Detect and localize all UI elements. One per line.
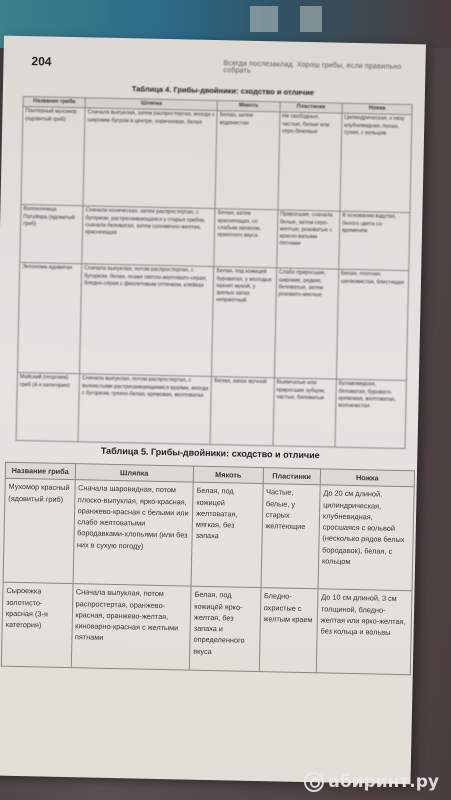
table-cell: Пантерный мухомор (ядовитый гриб) [21,107,85,206]
table-cell: Приросшие, сначала белые, затем серо-желтые, розоватые с красно-ватыми пятнами [276,210,339,269]
table-header-cell: Шляпка [75,464,194,483]
table5 [1,462,415,676]
table-row [1,582,412,675]
table-cell: Белая, плотная, шелковистая, блестящая [336,269,408,380]
watermark [304,772,439,792]
table-cell: Белая, запах мучной [211,377,275,446]
table-cell: Энтолома ядовитая [17,263,82,374]
table-header-cell: Пластинки [263,468,321,485]
running-head: Всегда послезаклад. Хорош грибы, если правильно собрать [223,60,402,75]
table-row [3,479,414,592]
table-cell: Сначала коническая, затем распростертая, с бугорком, растрескивающаяся у старых грибов, сначала беловатая, затем соломенно-желтая, краснеющая [82,206,215,267]
table-header-cell: Название гриба [23,96,85,108]
table-cell: Сыроежка золотисто-красная (3-я категория) [1,582,72,667]
table-cell: Волоконница Патуйяра (ядовитый гриб) [20,205,83,264]
table-cell: Майский (георгиев) гриб (4-я категория) [16,373,80,442]
table-cell: Булавовидная, беловатая, буровато-кремовая, желтоватая, волокнистая [335,379,406,448]
table-cell: Белая, под кожицей желтоватая, мягкая, без запаха [191,482,263,587]
table-header-cell: Шляпка [85,98,217,111]
table-cell: Сначала выпуклая, потом распростертая, с бугорком, белая, позже светло-желтовато-серая, бледно-серая с фиолетовым оттенком, клейкая [80,264,215,377]
table-cell: Белая, затем водянистая [215,111,279,210]
table-cell: Слабо приросшие, широкие, редкие, беловатые, затем розовато-мясные [274,268,339,379]
background-object [250,6,278,32]
table-row [20,205,410,271]
table-cell: В основании вздутая, белого цвета со временем [339,211,410,270]
table5-caption: Таблица 5. Грибы-двойники: сходство и отличие [100,445,320,461]
table-header-cell: Ножка [320,469,414,487]
book-page [0,36,426,785]
table-row [17,263,408,381]
table-cell: Белая, под кожицей ярко-желтая, без запаха и определенного вкуса [189,586,260,671]
table-cell: До 20 см длиной, цилиндрическая, клубневидная, сросшаяся с вольвой (несколько рядов белых бородавок), белая, с кольцом [318,485,414,591]
table-cell: Белая, под кожицей буроватая, у молодых пахнет мукой, у зрелых запах неприятный [212,267,277,378]
table-cell: Сначала выпуклая, потом распростертая, оранжево-красная, оранжево-желтая, киноварно-красная с желтыми пятнами [71,584,191,670]
table-cell: Бледно-охристые с желтым краем [259,588,318,673]
table-cell: Выемчатые или приросшие зубцом, частые, беловатые [273,378,337,447]
table-header-cell: Пластинки [280,102,342,114]
table-header-cell: Мякоть [193,466,263,484]
table-cell: Цилиндрическая, к низу клубневидная, полая, сухая, с кольцом [340,113,412,212]
table-cell: Не свободные, частые, белые или серо-бежевые [278,112,342,211]
table4-caption: Таблица 4. Грибы-двойники: сходство и отличие [131,84,315,98]
table-cell: До 10 см длиной, 3 см толщиной, бледно-желтая или ярко-желтая, без кольца и вольвы [316,589,412,675]
page-number: 204 [31,54,52,69]
table4 [16,96,413,449]
table-header-cell: Название гриба [5,462,75,480]
table-row [16,373,406,449]
background-object [300,6,322,32]
table-cell: Сначала выпуклая, потом распростертая, с волнистыми растрескивающимися краями, иногда с бугорком, грязно-белая, кремовая, желтоватая [78,374,212,445]
table-cell: Частые, белые, у старых желтеющие [261,484,320,589]
labyrinth-logo-icon [304,772,324,792]
table-cell: Белая, затем краснеющая, со слабым запахом, приятного вкуса [214,209,277,268]
table-row [21,107,412,213]
table-cell: Мухомор красный (ядовитый гриб) [3,479,75,584]
table-cell: Сначала шаровидная, потом плоско-выпуклая, ярко-красная, оранжево-красная с белыми или слабо желтоватыми бородавками-хлопьями (или без них в сухую погоду) [73,480,194,586]
table-header-cell: Ножка [342,103,412,115]
table-header-cell: Мякоть [218,101,280,113]
watermark-text: абиринт.ру [328,772,439,792]
table-cell: Сначала выпуклая, затем распростертая, иногда с широким бугром в центре, коричневая, белая [83,108,217,209]
